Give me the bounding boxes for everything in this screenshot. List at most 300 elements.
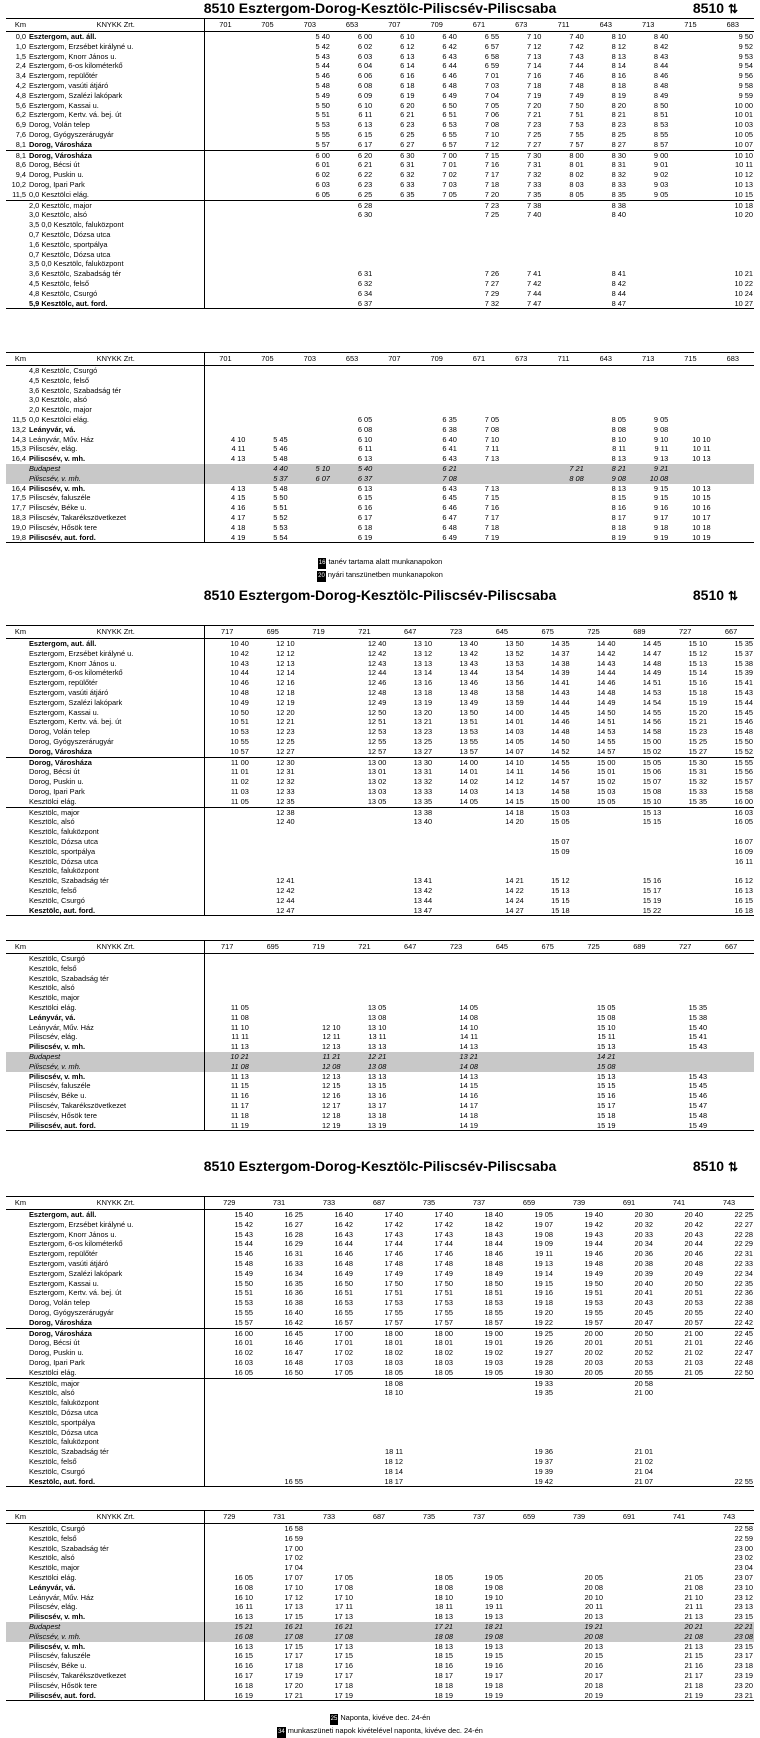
stop-row <box>6 727 754 737</box>
departure-time <box>204 896 250 906</box>
km-value: 13,2 <box>11 424 26 434</box>
departure-time: 14 21 <box>505 876 524 886</box>
departure-time: 17 05 <box>304 1368 354 1378</box>
departure-time <box>662 964 708 974</box>
stop-row <box>6 1534 754 1544</box>
departure-time: 20 08 <box>584 1582 603 1592</box>
stop-name: Esztergom, Kassai u. <box>28 1279 204 1289</box>
departure-time: 14 10 <box>459 1022 478 1032</box>
km-value <box>6 757 28 767</box>
departure-time: 15 27 <box>662 747 708 757</box>
departure-time: 15 13 <box>551 885 570 895</box>
stop-name: Esztergom, Kertv. vá. bej. út <box>28 1288 204 1298</box>
departure-time <box>296 807 342 817</box>
departure-time <box>246 230 288 240</box>
stop-row <box>6 1358 754 1368</box>
departure-time <box>296 639 342 649</box>
departure-time: 23 12 <box>734 1592 753 1602</box>
departure-time: 21 05 <box>654 1368 704 1378</box>
departure-time: 18 11 <box>435 1602 453 1612</box>
departure-time: 15 03 <box>551 807 570 817</box>
departure-time <box>500 376 542 386</box>
departure-time: 17 21 <box>254 1691 304 1701</box>
km-value <box>6 405 28 415</box>
departure-time <box>654 1388 704 1398</box>
departure-time <box>669 110 711 120</box>
departure-time <box>454 1437 504 1447</box>
departure-time <box>627 405 669 415</box>
departure-time: 19 01 <box>484 1338 503 1348</box>
km-value <box>6 1348 28 1358</box>
departure-time <box>289 279 331 289</box>
departure-time: 14 11 <box>460 1032 478 1042</box>
departure-time: 20 11 <box>585 1602 603 1612</box>
km-value <box>6 1298 28 1308</box>
departure-time <box>604 1602 654 1612</box>
departure-time <box>669 81 711 91</box>
departure-time <box>454 1544 504 1554</box>
departure-time <box>373 269 415 279</box>
departure-time <box>669 91 711 101</box>
departure-time: 8 08 <box>611 424 626 434</box>
departure-time: 17 50 <box>384 1278 403 1288</box>
departure-time <box>204 1437 254 1447</box>
departure-time <box>454 1378 504 1388</box>
departure-time: 21 01 <box>684 1338 703 1348</box>
departure-time: 9 02 <box>653 170 669 180</box>
stop-name: Kesztölc, sportpálya <box>28 847 204 857</box>
departure-time <box>296 954 342 964</box>
stop-row <box>6 807 754 817</box>
km-value <box>6 1003 28 1013</box>
trip-number: 735 <box>404 1197 454 1210</box>
departure-time <box>289 484 331 494</box>
departure-time: 11 11 <box>231 1032 249 1042</box>
departure-time <box>246 150 288 160</box>
stop-name: Dorog, Volán telep <box>28 1298 204 1308</box>
departure-time: 7 48 <box>569 80 584 90</box>
departure-time <box>204 425 246 435</box>
departure-time: 6 31 <box>400 160 415 170</box>
departure-time <box>604 1544 654 1554</box>
trip-number: 703 <box>289 353 331 366</box>
trip-number: 667 <box>708 626 754 639</box>
departure-time: 6 38 <box>442 424 457 434</box>
departure-time <box>296 886 342 896</box>
departure-time: 13 53 <box>505 658 524 668</box>
departure-time <box>500 230 542 240</box>
departure-time <box>571 974 617 984</box>
departure-time: 7 13 <box>484 483 500 493</box>
departure-time: 19 28 <box>534 1357 553 1367</box>
departure-time <box>669 299 711 309</box>
departure-time <box>416 200 458 210</box>
departure-time: 10 03 <box>734 120 753 130</box>
departure-time: 14 03 <box>505 727 524 737</box>
departure-time: 13 00 <box>367 757 387 767</box>
departure-time: 12 19 <box>276 697 295 707</box>
departure-time: 17 44 <box>384 1239 403 1249</box>
departure-time: 22 45 <box>734 1328 753 1338</box>
departure-time: 18 40 <box>484 1210 503 1219</box>
departure-time: 22 36 <box>734 1288 753 1298</box>
departure-time: 19 00 <box>484 1328 503 1338</box>
departure-time <box>479 1042 525 1052</box>
departure-time <box>712 454 754 464</box>
km-value <box>6 866 28 876</box>
departure-time: 8 23 <box>611 120 626 130</box>
departure-time: 6 59 <box>484 61 500 71</box>
departure-time: 13 08 <box>341 1062 387 1072</box>
departure-time <box>304 1398 354 1408</box>
departure-time: 20 51 <box>684 1288 703 1298</box>
departure-time: 14 13 <box>459 1071 478 1081</box>
departure-time: 12 18 <box>321 1110 341 1120</box>
departure-time <box>504 1622 554 1632</box>
departure-time: 20 17 <box>584 1670 603 1680</box>
departure-time <box>504 1437 554 1447</box>
departure-time <box>525 993 571 1003</box>
departure-time: 13 31 <box>413 767 433 777</box>
departure-time: 8 21 <box>585 464 627 474</box>
footnotes <box>0 556 760 582</box>
departure-time <box>604 1418 654 1428</box>
departure-time <box>354 1524 404 1534</box>
departure-time <box>354 1632 404 1642</box>
departure-time: 20 05 <box>554 1368 604 1378</box>
departure-time <box>454 1418 504 1428</box>
stop-name: 5,9 Kesztölc, aut. ford. <box>28 299 204 309</box>
stop-name: Piliscsév, v. mh. <box>28 1042 204 1052</box>
km-value <box>6 659 28 669</box>
departure-time: 13 57 <box>433 747 479 757</box>
km-value <box>6 777 28 787</box>
departure-time: 6 43 <box>442 454 457 464</box>
stop-row <box>6 1418 754 1428</box>
departure-time: 19 36 <box>534 1447 553 1457</box>
departure-time <box>458 259 500 269</box>
stop-name: Esztergom, Knorr János u. <box>28 659 204 669</box>
departure-time: 15 43 <box>688 1071 708 1081</box>
departure-time: 13 19 <box>413 697 433 707</box>
trip-number: 719 <box>296 941 342 954</box>
km-value <box>6 230 28 240</box>
departure-time <box>373 395 415 405</box>
stop-name: Dorog, Városháza <box>28 757 204 767</box>
km-value <box>6 906 28 916</box>
departure-time: 18 02 <box>434 1348 453 1358</box>
trip-number: 743 <box>704 1511 754 1524</box>
departure-time: 10 51 <box>230 717 249 727</box>
departure-time: 6 13 <box>400 51 415 61</box>
departure-time <box>604 1534 654 1544</box>
route-title: 8510 Esztergom-Dorog-Kesztölc-Piliscsév-Piliscsaba <box>203 0 557 16</box>
stop-row <box>6 1583 754 1593</box>
departure-time <box>246 120 288 130</box>
departure-time <box>554 1457 604 1467</box>
departure-time: 17 01 <box>334 1338 353 1348</box>
departure-time: 17 03 <box>334 1357 353 1367</box>
departure-time <box>404 1418 454 1428</box>
departure-time <box>708 1042 754 1052</box>
departure-time: 6 50 <box>442 100 457 110</box>
departure-time <box>669 474 711 484</box>
departure-time: 6 33 <box>400 179 415 189</box>
departure-time: 15 35 <box>688 1002 708 1012</box>
stop-name: 0,0 Kesztölci elág. <box>28 415 204 425</box>
departure-time: 16 00 <box>234 1328 253 1338</box>
departure-time <box>704 1457 754 1467</box>
km-value <box>6 1239 28 1249</box>
departure-time: 6 16 <box>400 71 415 81</box>
departure-time: 11 00 <box>230 757 249 767</box>
departure-time <box>616 1072 662 1082</box>
departure-time <box>500 415 542 425</box>
header-row <box>6 626 754 639</box>
km-value <box>6 1593 28 1603</box>
departure-time: 17 17 <box>284 1651 303 1661</box>
departure-time: 8 12 <box>611 41 626 51</box>
departure-time <box>289 395 331 405</box>
departure-time: 7 17 <box>484 512 500 522</box>
departure-time: 14 57 <box>571 747 617 757</box>
departure-time: 17 50 <box>434 1278 453 1288</box>
footnotes <box>0 1712 760 1738</box>
departure-time: 14 00 <box>505 707 524 717</box>
departure-time: 8 50 <box>653 100 669 110</box>
departure-time: 7 13 <box>527 51 542 61</box>
departure-time: 12 55 <box>367 736 387 746</box>
km-value <box>6 1632 28 1642</box>
departure-time <box>354 1553 404 1563</box>
departure-time: 14 18 <box>505 807 524 817</box>
departure-time: 19 13 <box>484 1612 503 1622</box>
departure-time: 18 46 <box>484 1249 503 1259</box>
departure-time <box>254 1447 304 1457</box>
departure-time <box>204 160 246 170</box>
departure-time <box>404 1428 454 1438</box>
departure-time <box>525 1023 571 1033</box>
departure-time: 17 02 <box>284 1553 303 1563</box>
stop-name: Esztergom, vasúti átjáró <box>28 81 204 91</box>
departure-time <box>604 1563 654 1573</box>
departure-time: 22 40 <box>734 1307 753 1317</box>
stop-name: 4,8 Kesztölc, Csurgó <box>28 289 204 299</box>
departure-time: 20 21 <box>654 1622 704 1632</box>
departure-time: 11 13 <box>230 1071 249 1081</box>
departure-time: 17 10 <box>284 1582 303 1592</box>
departure-time: 6 58 <box>484 51 500 61</box>
km-value <box>6 210 28 220</box>
departure-time: 11 08 <box>204 1062 250 1072</box>
departure-time <box>616 847 662 857</box>
departure-time: 20 43 <box>684 1229 703 1239</box>
trip-number: 675 <box>525 626 571 639</box>
departure-time <box>669 464 711 474</box>
departure-time <box>454 1388 504 1398</box>
stop-row <box>6 1437 754 1447</box>
departure-time <box>669 200 711 210</box>
departure-time <box>542 240 584 250</box>
km-value <box>6 993 28 1003</box>
km-value: 11,5 <box>12 414 26 424</box>
departure-time <box>708 1091 754 1101</box>
departure-time: 9 00 <box>653 150 669 160</box>
departure-time <box>554 1477 604 1487</box>
departure-time: 20 55 <box>604 1368 654 1378</box>
departure-time <box>669 61 711 71</box>
departure-time <box>712 376 754 386</box>
departure-time: 6 05 <box>357 414 373 424</box>
departure-time: 6 40 <box>442 434 457 444</box>
departure-time: 6 30 <box>357 210 373 220</box>
departure-time: 19 13 <box>534 1258 553 1268</box>
departure-time <box>712 415 754 425</box>
trip-number: 739 <box>554 1511 604 1524</box>
departure-time <box>373 415 415 425</box>
stop-name: Kesztölci elág. <box>28 797 204 807</box>
departure-time <box>304 1544 354 1554</box>
departure-time <box>500 503 542 513</box>
stop-row <box>6 493 754 503</box>
departure-time: 6 03 <box>315 179 330 189</box>
stop-row <box>6 299 754 309</box>
departure-time: 13 16 <box>413 678 433 688</box>
departure-time: 7 29 <box>484 288 500 298</box>
departure-time: 17 19 <box>304 1691 354 1701</box>
departure-time <box>504 1398 554 1408</box>
departure-time <box>554 1563 604 1573</box>
departure-time <box>204 190 246 200</box>
departure-time <box>654 1378 704 1388</box>
departure-time <box>662 974 708 984</box>
trip-number: 727 <box>662 941 708 954</box>
stop-name: Kesztölc, Csurgó <box>28 1524 204 1534</box>
departure-time: 10 27 <box>712 299 754 309</box>
departure-time <box>204 415 246 425</box>
departure-time <box>296 876 342 886</box>
departure-time: 15 10 <box>596 1022 616 1032</box>
departure-time: 21 08 <box>654 1632 704 1642</box>
departure-time: 13 50 <box>459 707 478 717</box>
departure-time: 10 21 <box>734 269 753 279</box>
departure-time <box>354 1661 404 1671</box>
departure-time <box>654 1447 704 1457</box>
departure-time <box>204 993 250 1003</box>
stop-row <box>6 170 754 180</box>
departure-time <box>712 240 754 250</box>
stop-row <box>6 513 754 523</box>
departure-time <box>404 1563 454 1573</box>
stop-row <box>6 71 754 81</box>
departure-time: 17 13 <box>334 1612 353 1622</box>
departure-time: 9 01 <box>653 160 669 170</box>
stop-name: 2,0 Kesztölc, major <box>28 200 204 210</box>
departure-time: 13 38 <box>413 807 433 817</box>
departure-time: 20 19 <box>554 1691 604 1701</box>
departure-time: 14 47 <box>642 648 662 658</box>
departure-time <box>604 1642 654 1652</box>
departure-time: 9 52 <box>738 41 753 51</box>
departure-time <box>500 240 542 250</box>
departure-time: 20 30 <box>634 1210 653 1219</box>
departure-time <box>554 1378 604 1388</box>
trip-number: 741 <box>654 1511 704 1524</box>
departure-time: 8 57 <box>627 140 669 150</box>
departure-time <box>204 1428 254 1438</box>
departure-time: 17 05 <box>334 1572 353 1582</box>
departure-time <box>387 1003 433 1013</box>
departure-time: 13 10 <box>413 639 433 648</box>
stop-row <box>6 717 754 727</box>
stop-name: Piliscsév, v. mh. <box>28 1062 204 1072</box>
departure-time: 18 00 <box>434 1328 453 1338</box>
trip-number: 643 <box>585 353 627 366</box>
departure-time: 5 50 <box>315 100 330 110</box>
departure-time: 14 55 <box>596 736 616 746</box>
departure-time <box>454 1467 504 1477</box>
departure-time: 23 19 <box>734 1670 753 1680</box>
departure-time: 12 12 <box>276 648 295 658</box>
km-value: 6,9 <box>15 120 26 130</box>
departure-time <box>404 1534 454 1544</box>
departure-time <box>479 1081 525 1091</box>
departure-time <box>387 827 433 837</box>
km-value <box>6 1091 28 1101</box>
stop-name: Leányvár, vá. <box>28 425 204 435</box>
departure-time: 16 07 <box>734 836 753 846</box>
stop-name: 3,0 Kesztölc, alsó <box>28 210 204 220</box>
departure-time: 16 11 <box>235 1602 253 1612</box>
departure-time: 15 55 <box>734 757 753 767</box>
departure-time <box>289 299 331 309</box>
departure-time <box>669 160 711 170</box>
departure-time <box>458 464 500 474</box>
stop-row <box>6 1671 754 1681</box>
departure-time <box>542 210 584 220</box>
departure-time: 7 00 <box>442 150 457 160</box>
departure-time: 22 46 <box>734 1338 753 1348</box>
stop-name: Esztergom, repülőtér <box>28 71 204 81</box>
departure-time <box>604 1632 654 1642</box>
departure-time <box>585 259 627 269</box>
departure-time: 6 02 <box>315 170 330 180</box>
departure-time: 4 13 <box>230 483 246 493</box>
stop-name: Piliscsév, Béke u. <box>28 1661 204 1671</box>
trip-number: 723 <box>433 941 479 954</box>
departure-time: 6 30 <box>400 150 415 160</box>
departure-time: 15 17 <box>642 885 662 895</box>
km-value <box>6 1308 28 1318</box>
km-value: 2,4 <box>15 61 26 71</box>
stop-row <box>6 954 754 964</box>
departure-time: 13 44 <box>413 895 433 905</box>
departure-time <box>254 1418 304 1428</box>
departure-time: 16 25 <box>284 1210 303 1219</box>
departure-time <box>204 376 246 386</box>
departure-time <box>416 230 458 240</box>
departure-time <box>571 866 617 876</box>
departure-time: 19 03 <box>484 1357 503 1367</box>
km-value <box>6 1447 28 1457</box>
departure-time: 6 27 <box>373 140 415 150</box>
footnote-badge: 34 <box>277 1727 286 1738</box>
departure-time: 18 17 <box>434 1670 453 1680</box>
departure-time: 15 16 <box>642 876 662 886</box>
stop-row <box>6 1239 754 1249</box>
departure-time <box>542 230 584 240</box>
departure-time: 10 01 <box>734 110 753 120</box>
